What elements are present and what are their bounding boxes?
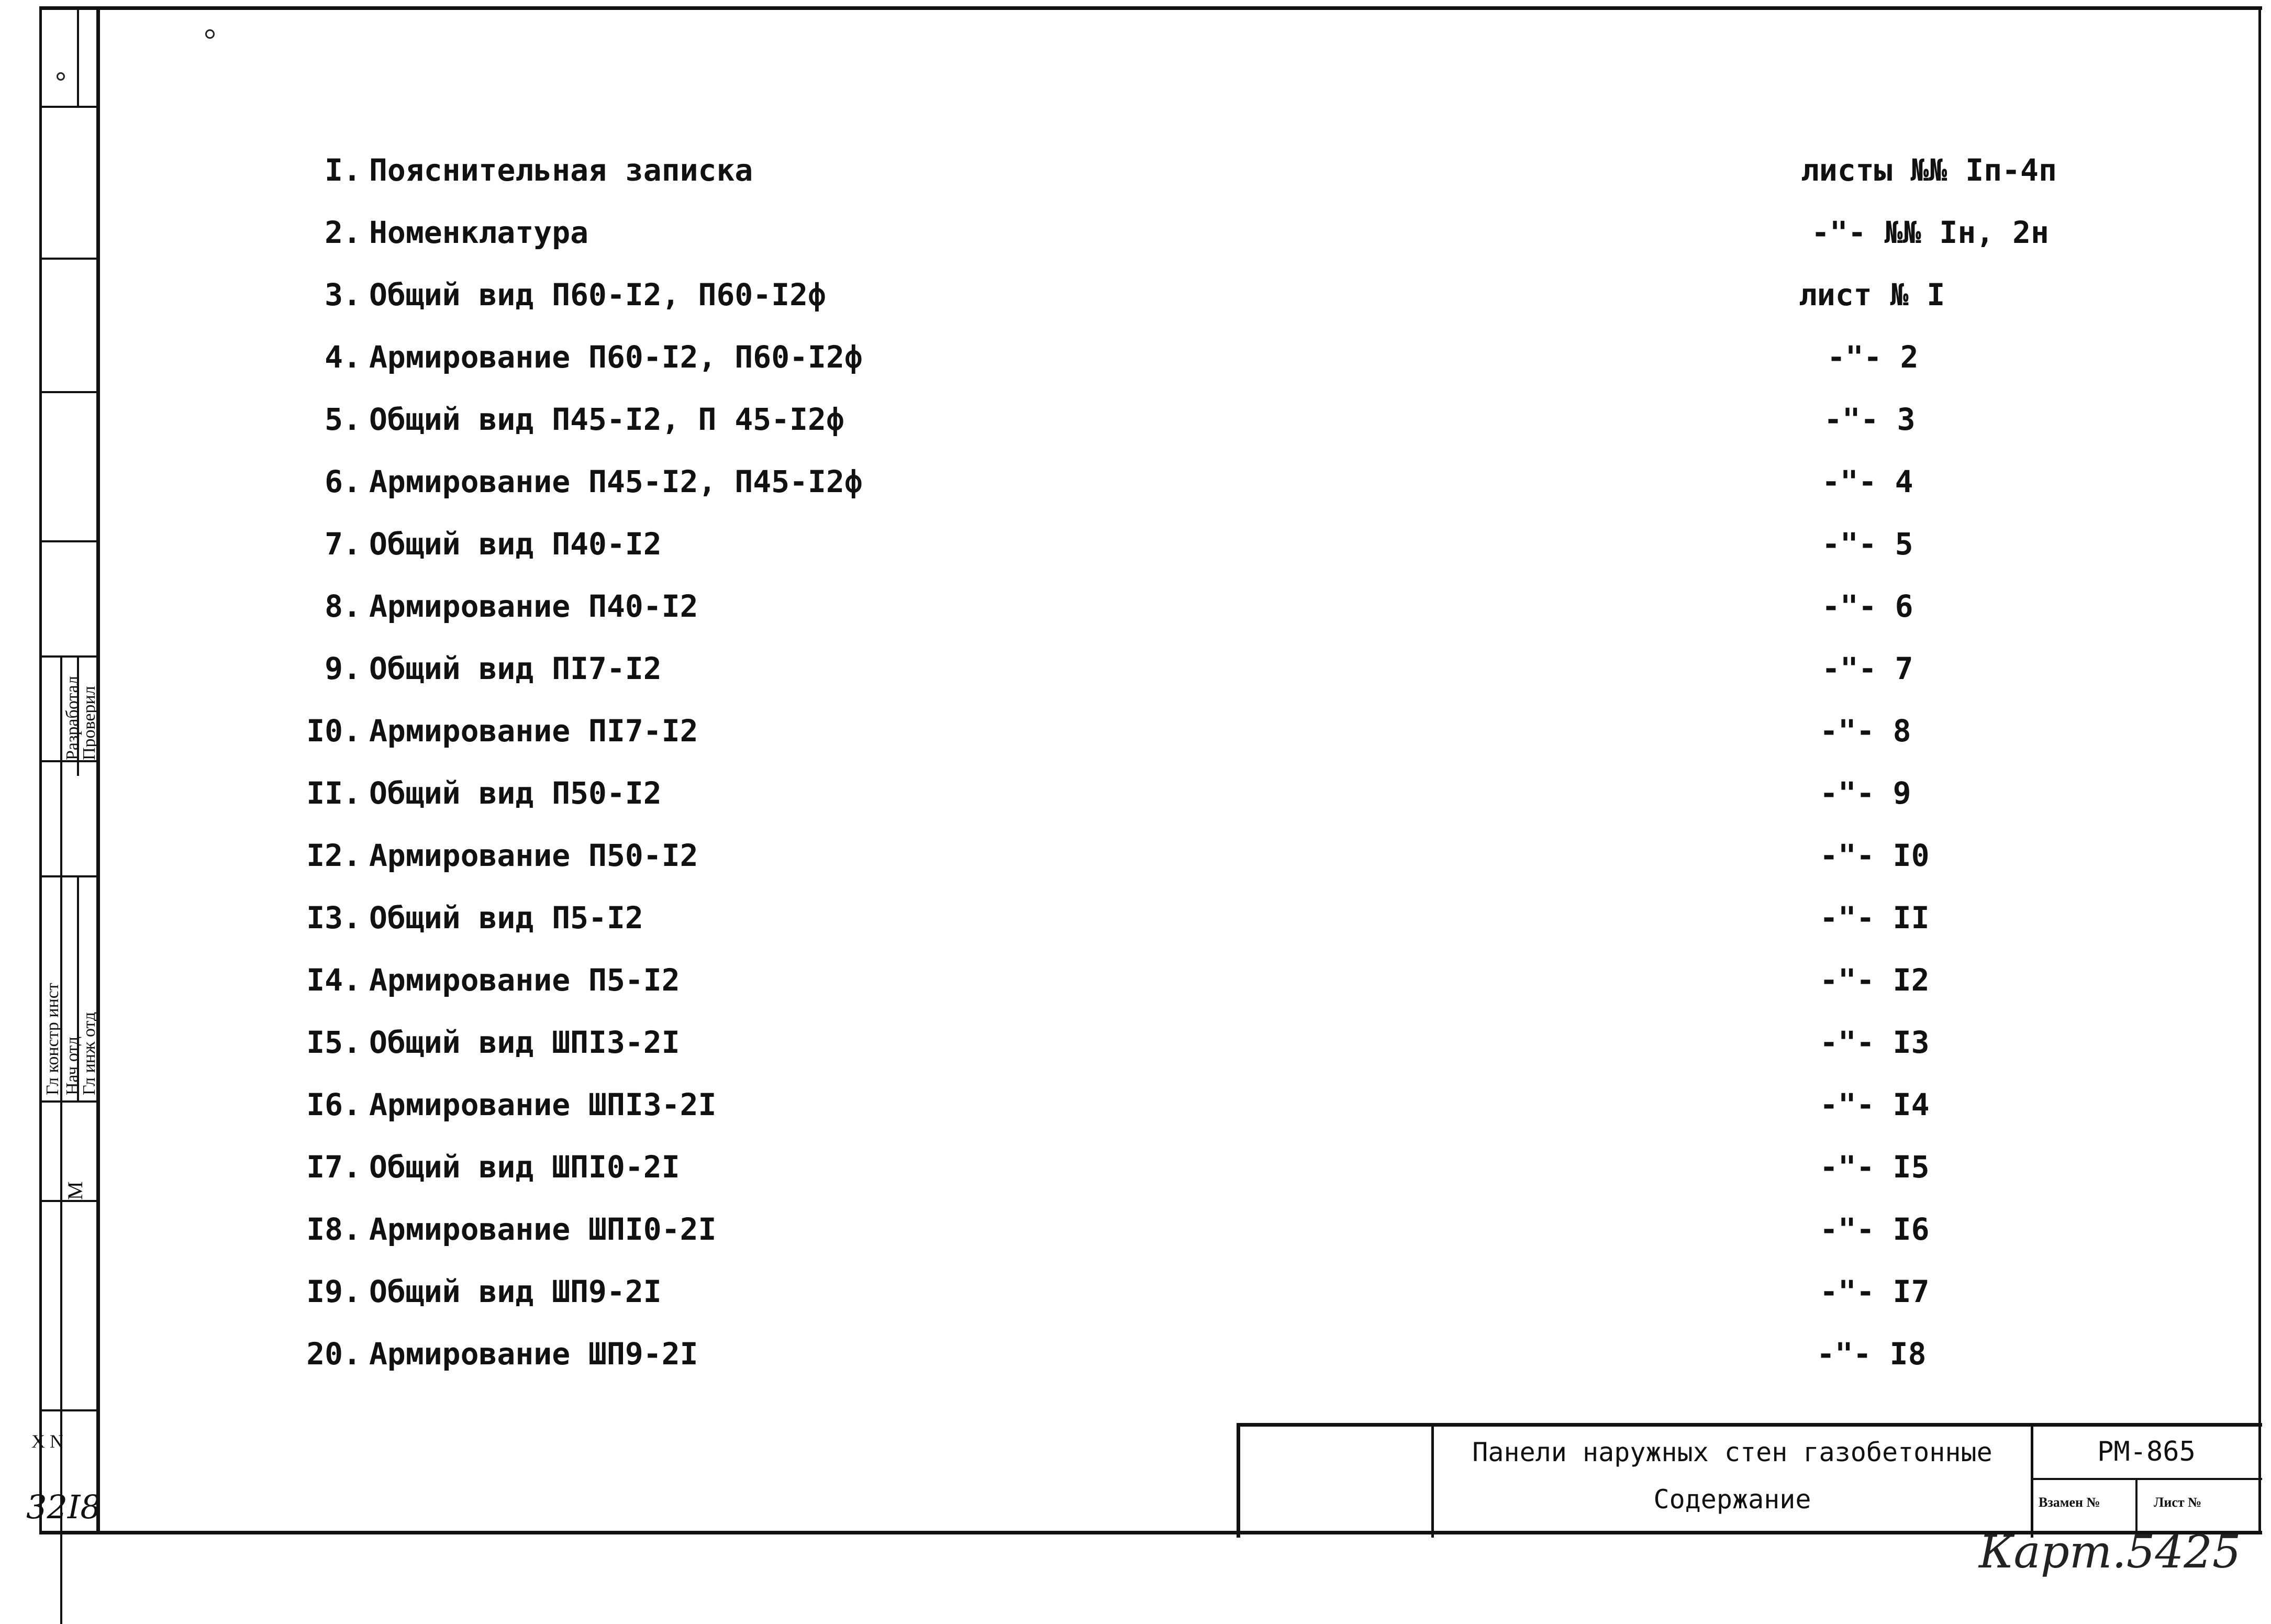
item-number: 4. bbox=[325, 339, 361, 375]
item-title: Армирование П5-I2 bbox=[369, 962, 680, 998]
list-item bbox=[293, 458, 2021, 505]
list-item bbox=[293, 894, 2021, 941]
strip-divider bbox=[42, 258, 99, 260]
item-title: Общий вид П45-I2, П 45-I2ф bbox=[369, 402, 844, 437]
list-item bbox=[293, 1206, 2021, 1253]
margin-strip bbox=[26, 6, 101, 1534]
list-item bbox=[293, 1330, 2021, 1377]
list-item bbox=[293, 956, 2021, 1004]
strip-divider bbox=[42, 655, 99, 658]
stamp-project-title: Панели наружных стен газобетонные bbox=[1472, 1437, 1992, 1467]
item-title: Армирование П40-I2 bbox=[369, 588, 698, 624]
item-title: Армирование ШПI0-2I bbox=[369, 1211, 717, 1247]
list-item bbox=[293, 147, 2057, 194]
title-block bbox=[1237, 1423, 2262, 1538]
item-sheet-ref: -"- I0 bbox=[1820, 838, 1930, 873]
list-item bbox=[293, 271, 2021, 318]
list-item bbox=[293, 1268, 2021, 1315]
gl-konstr-label: Гл констр инст bbox=[43, 983, 62, 1095]
stamp-vzamen-label: Взамен № bbox=[2039, 1495, 2100, 1510]
item-sheet-ref: листы №№ Iп-4п bbox=[1801, 152, 2057, 188]
item-number: 6. bbox=[325, 464, 361, 499]
inventory-number: 32I8 bbox=[26, 1488, 101, 1526]
item-number: I9. bbox=[306, 1274, 361, 1309]
item-sheet-ref: -"- I5 bbox=[1820, 1149, 1930, 1185]
item-title: Общий вид ПI7-I2 bbox=[369, 651, 662, 686]
x-n-label: Х N bbox=[31, 1431, 63, 1452]
item-number: I7. bbox=[306, 1149, 361, 1185]
item-number: 7. bbox=[325, 526, 361, 562]
item-sheet-ref: -"- I4 bbox=[1820, 1087, 1930, 1122]
item-title: Армирование ПI7-I2 bbox=[369, 713, 698, 749]
item-number: I3. bbox=[306, 900, 361, 936]
list-item bbox=[293, 832, 2021, 879]
nach-otd-label: Нач отд bbox=[63, 1036, 82, 1095]
item-sheet-ref: -"- I3 bbox=[1820, 1025, 1930, 1060]
item-title: Армирование ШП9-2I bbox=[369, 1336, 698, 1372]
scan-speck bbox=[205, 29, 215, 39]
item-sheet-ref: -"- I6 bbox=[1820, 1211, 1930, 1247]
item-sheet-ref: -"- 3 bbox=[1824, 402, 1916, 437]
proveril-label: Проверил bbox=[80, 686, 99, 760]
item-sheet-ref: -"- 8 bbox=[1820, 713, 1911, 749]
strip-divider bbox=[42, 1100, 99, 1103]
frame-top-border bbox=[39, 6, 2262, 10]
frame-right-border bbox=[2258, 6, 2261, 1534]
list-item bbox=[293, 1143, 2021, 1191]
item-number: 2. bbox=[325, 215, 361, 250]
item-title: Армирование П60-I2, П60-I2ф bbox=[369, 339, 863, 375]
razrabotal-label: Разработал bbox=[63, 675, 82, 760]
strip-divider bbox=[42, 391, 99, 393]
item-sheet-ref: -"- I2 bbox=[1820, 962, 1930, 998]
item-sheet-ref: -"- 7 bbox=[1822, 651, 1913, 686]
item-number: I. bbox=[325, 152, 361, 188]
m-label: М bbox=[63, 1181, 87, 1200]
item-number: 8. bbox=[325, 588, 361, 624]
item-number: II. bbox=[306, 775, 361, 811]
item-number: 20. bbox=[306, 1336, 361, 1372]
list-item bbox=[293, 645, 2021, 692]
item-title: Общий вид ШП9-2I bbox=[369, 1274, 662, 1309]
strip-divider bbox=[42, 760, 99, 762]
item-sheet-ref: -"- 4 bbox=[1822, 464, 1913, 499]
item-number: I5. bbox=[306, 1025, 361, 1060]
list-item bbox=[293, 583, 2021, 630]
strip-divider bbox=[60, 655, 62, 1624]
item-number: 5. bbox=[325, 402, 361, 437]
item-sheet-ref: лист № I bbox=[1799, 277, 1945, 313]
list-item bbox=[293, 707, 2021, 754]
strip-divider bbox=[42, 875, 99, 877]
item-title: Пояснительная записка bbox=[369, 152, 753, 188]
item-sheet-ref: -"- №№ Iн, 2н bbox=[1811, 215, 2049, 250]
strip-divider bbox=[97, 6, 99, 1534]
gl-inzh-label: Гл инж отд bbox=[80, 1011, 99, 1095]
item-number: 3. bbox=[325, 277, 361, 313]
item-number: I2. bbox=[306, 838, 361, 873]
scan-speck bbox=[57, 72, 65, 81]
list-item bbox=[293, 1019, 2021, 1066]
list-item bbox=[293, 520, 2021, 568]
strip-divider bbox=[42, 106, 99, 108]
item-title: Армирование П50-I2 bbox=[369, 838, 698, 873]
item-sheet-ref: -"- 9 bbox=[1820, 775, 1911, 811]
item-sheet-ref: -"- 6 bbox=[1822, 588, 1913, 624]
strip-divider bbox=[42, 540, 99, 542]
item-title: Общий вид ШПI0-2I bbox=[369, 1149, 680, 1185]
list-item bbox=[293, 1081, 2021, 1128]
item-title: Общий вид П50-I2 bbox=[369, 775, 662, 811]
list-item bbox=[293, 770, 2021, 817]
stamp-divider bbox=[2031, 1478, 2262, 1480]
item-number: I4. bbox=[306, 962, 361, 998]
item-title: Общий вид П40-I2 bbox=[369, 526, 662, 562]
item-sheet-ref: -"- 2 bbox=[1827, 339, 1919, 375]
strip-divider bbox=[42, 1200, 99, 1202]
stamp-divider bbox=[1431, 1427, 1434, 1538]
item-sheet-ref: -"- I7 bbox=[1820, 1274, 1930, 1309]
item-sheet-ref: -"- II bbox=[1820, 900, 1930, 936]
table-of-contents bbox=[293, 147, 2057, 1382]
item-sheet-ref: -"- I8 bbox=[1817, 1336, 1927, 1372]
list-item bbox=[293, 209, 2049, 256]
item-title: Армирование П45-I2, П45-I2ф bbox=[369, 464, 863, 499]
item-title: Общий вид П60-I2, П60-I2ф bbox=[369, 277, 826, 313]
stamp-document-code: РМ-865 bbox=[2097, 1436, 2196, 1467]
item-title: Общий вид ШПI3-2I bbox=[369, 1025, 680, 1060]
item-number: I0. bbox=[306, 713, 361, 749]
stamp-list-label: Лист № bbox=[2154, 1495, 2202, 1510]
stamp-sheet-title: Содержание bbox=[1653, 1484, 1811, 1515]
item-title: Армирование ШПI3-2I bbox=[369, 1087, 717, 1122]
item-number: I8. bbox=[306, 1211, 361, 1247]
strip-divider bbox=[42, 1409, 99, 1411]
item-title: Общий вид П5-I2 bbox=[369, 900, 643, 936]
list-item bbox=[293, 396, 2021, 443]
handwritten-card-number: Карт.5425 bbox=[1979, 1526, 2241, 1578]
item-sheet-ref: -"- 5 bbox=[1822, 526, 1913, 562]
strip-divider bbox=[77, 6, 79, 106]
item-number: 9. bbox=[325, 651, 361, 686]
item-number: I6. bbox=[306, 1087, 361, 1122]
list-item bbox=[293, 333, 2021, 381]
item-title: Номенклатура bbox=[369, 215, 589, 250]
